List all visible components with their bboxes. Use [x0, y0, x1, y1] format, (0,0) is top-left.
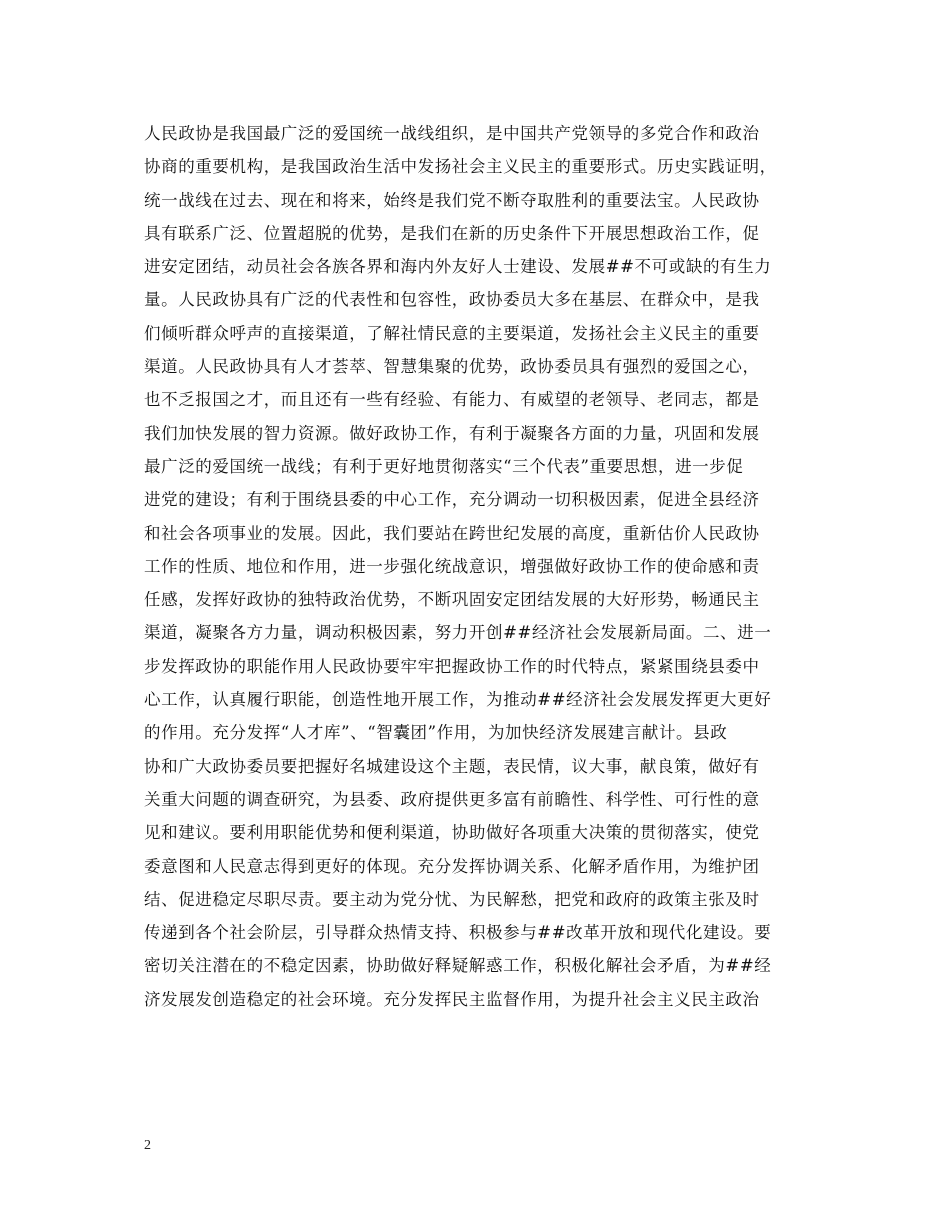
text-line: 们倾听群众呼声的直接渠道，了解社情民意的主要渠道，发扬社会主义民主的重要 [144, 323, 760, 343]
text-line: 传递到各个社会阶层，引导群众热情支持、积极参与##改革开放和现代化建设。要 [144, 923, 772, 943]
text-line: 进党的建设；有利于围绕县委的中心工作，充分调动一切积极因素，促进全县经济 [144, 490, 760, 510]
text-line: 步发挥政协的职能作用人民政协要牢牢把握政协工作的时代特点，紧紧围绕县委中 [144, 656, 760, 676]
body-text [144, 117, 824, 1016]
text-line: 工作的性质、地位和作用，进一步强化统战意识，增强做好政协工作的使命感和责 [144, 556, 760, 576]
text-line: 结、促进稳定尽职尽责。要主动为党分忧、为民解愁，把党和政府的政策主张及时 [144, 889, 760, 909]
page-number: 2 [144, 1138, 151, 1153]
text-line: 济发展发创造稳定的社会环境。充分发挥民主监督作用，为提升社会主义民主政治 [144, 989, 760, 1009]
text-line: 协和广大政协委员要把握好名城建设这个主题，表民情，议大事，献良策，做好有 [144, 756, 760, 776]
text-line: 我们加快发展的智力资源。做好政协工作，有利于凝聚各方面的力量，巩固和发展 [144, 423, 760, 443]
text-line: 任感，发挥好政协的独特政治优势，不断巩固安定团结发展的大好形势，畅通民主 [144, 590, 760, 610]
text-line: 最广泛的爱国统一战线；有利于更好地贯彻落实“三个代表”重要思想，进一步促 [144, 456, 744, 476]
text-line: 具有联系广泛、位置超脱的优势，是我们在新的历史条件下开展思想政治工作，促 [144, 223, 760, 243]
text-line: 密切关注潜在的不稳定因素，协助做好释疑解惑工作，积极化解社会矛盾，为##经 [144, 956, 772, 976]
text-line: 心工作，认真履行职能，创造性地开展工作，为推动##经济社会发展发挥更大更好 [144, 690, 772, 710]
text-line: 渠道。人民政协具有人才荟萃、智慧集聚的优势，政协委员具有强烈的爱国之心， [144, 357, 760, 377]
text-line: 统一战线在过去、现在和将来，始终是我们党不断夺取胜利的重要法宝。人民政协 [144, 190, 760, 210]
text-line: 的作用。充分发挥“人才库”、“智囊团”作用，为加快经济发展建言献计。县政 [144, 723, 728, 743]
text-line: 人民政协是我国最广泛的爱国统一战线组织，是中国共产党领导的多党合作和政治 [144, 124, 760, 143]
text-line: 协商的重要机构，是我国政治生活中发扬社会主义民主的重要形式。历史实践证明， [144, 157, 777, 177]
text-line: 进安定团结，动员社会各族各界和海内外友好人士建设、发展##不可或缺的有生力 [144, 257, 772, 277]
text-line: 关重大问题的调查研究，为县委、政府提供更多富有前瞻性、科学性、可行性的意 [144, 789, 760, 809]
text-line: 委意图和人民意志得到更好的体现。充分发挥协调关系、化解矛盾作用，为维护团 [144, 856, 760, 876]
text-line: 渠道，凝聚各方力量，调动积极因素，努力开创##经济社会发展新局面。二、进一 [144, 623, 772, 643]
text-line: 量。人民政协具有广泛的代表性和包容性，政协委员大多在基层、在群众中，是我 [144, 290, 760, 310]
text-line: 也不乏报国之才，而且还有一些有经验、有能力、有威望的老领导、老同志，都是 [144, 390, 760, 410]
text-line: 见和建议。要利用职能优势和便利渠道，协助做好各项重大决策的贯彻落实，使党 [144, 823, 760, 843]
text-line: 和社会各项事业的发展。因此，我们要站在跨世纪发展的高度，重新估价人民政协 [144, 523, 760, 543]
